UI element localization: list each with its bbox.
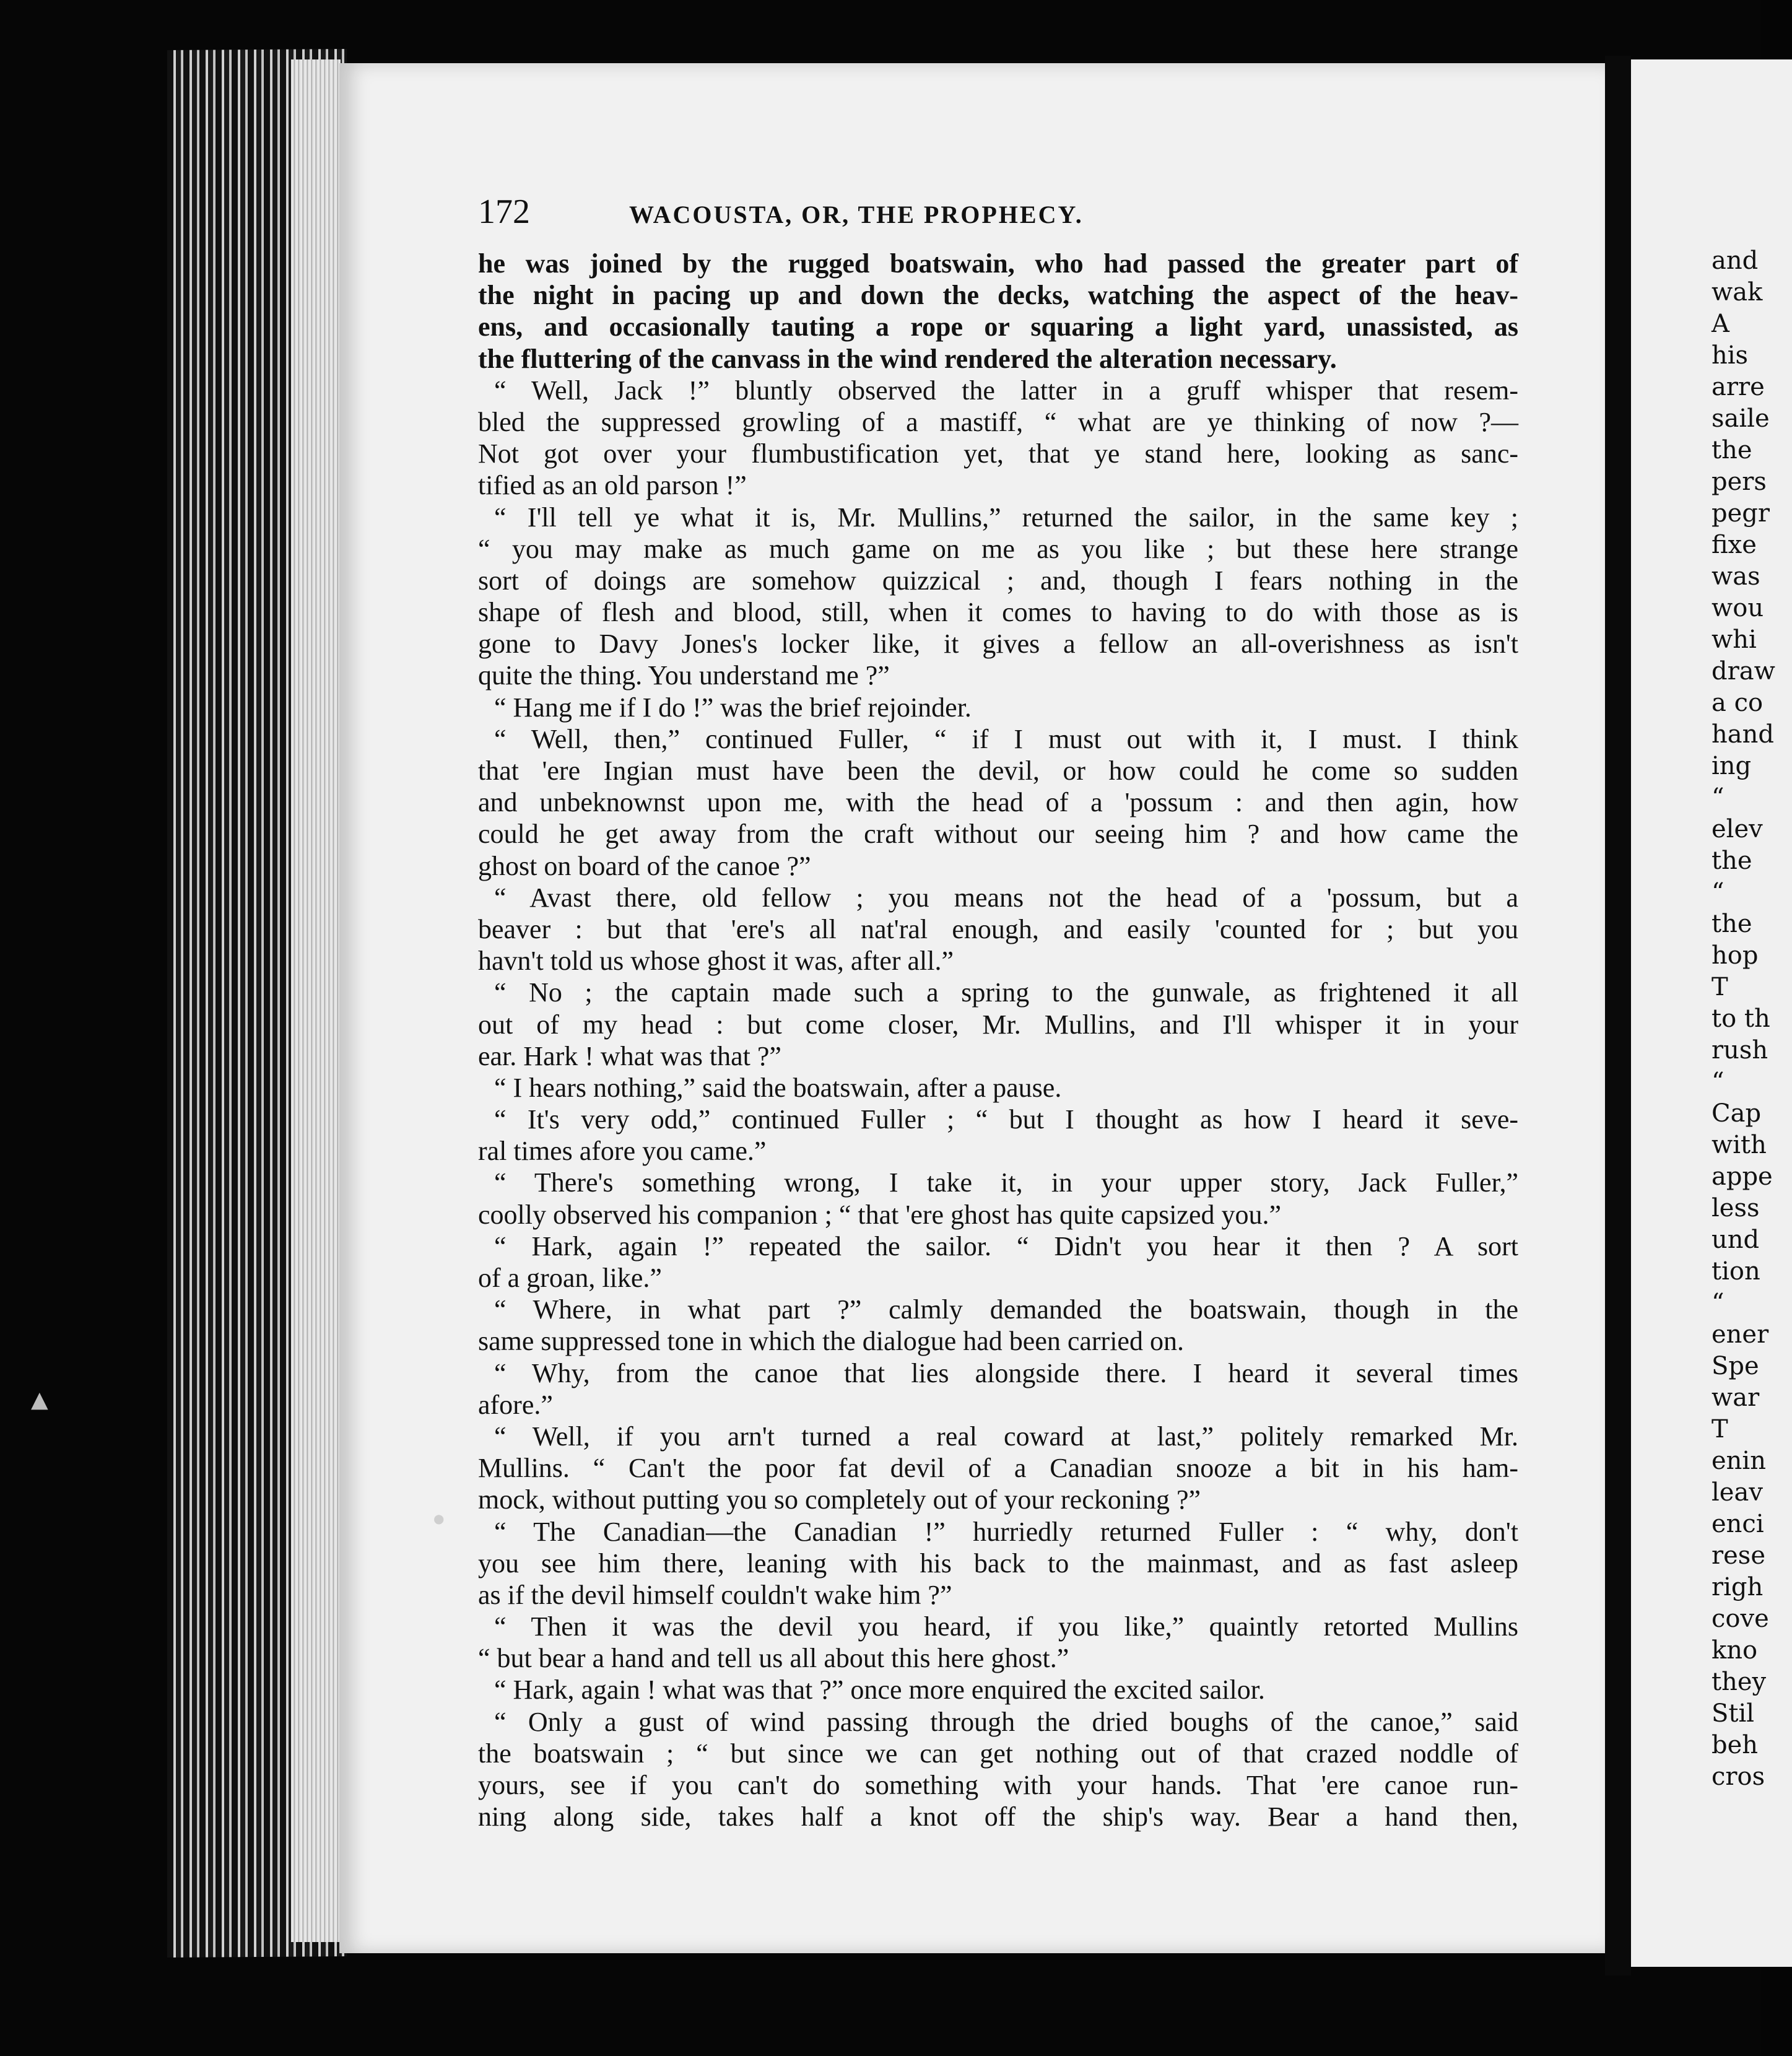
running-title: WACOUSTA, OR, THE PROPHECY. (629, 201, 1084, 229)
right-page-line-fragment: war (1712, 1383, 1760, 1412)
text-line: “ I'll tell ye what it is, Mr. Mullins,” returned the sailor, in the same key ; (494, 502, 1518, 533)
right-page-line-fragment: ener (1712, 1320, 1769, 1349)
right-page-line-fragment: cros (1712, 1762, 1765, 1791)
right-page-line-fragment: “ (1712, 1068, 1725, 1096)
right-page-line-fragment: arre (1712, 373, 1765, 401)
text-line: he was joined by the rugged boatswain, who had passed the greater part of (478, 248, 1518, 279)
right-page-line-fragment: T (1712, 973, 1728, 1001)
right-page-line-fragment: Cap (1712, 1099, 1762, 1128)
right-page-line-fragment: cove (1712, 1605, 1769, 1633)
right-page-line-fragment: wou (1712, 594, 1764, 622)
right-page-line-fragment: fixe (1712, 531, 1757, 559)
text-line: “ There's something wrong, I take it, in your upper story, Jack Fuller,” (494, 1167, 1518, 1198)
text-line: “ The Canadian—the Canadian !” hurriedly returned Fuller : “ why, don't (494, 1516, 1518, 1547)
right-page-line-fragment: und (1712, 1226, 1760, 1254)
text-line: ens, and occasionally tauting a rope or squaring a light yard, unassisted, as (478, 311, 1518, 342)
text-line: havn't told us whose ghost it was, after all.” (478, 946, 954, 977)
text-line: “ Then it was the devil you heard, if you like,” quaintly retorted Mullins (494, 1611, 1518, 1642)
right-page-line-fragment: saile (1712, 404, 1770, 433)
text-line: “ Well, then,” continued Fuller, “ if I must out with it, I must. I think (494, 723, 1518, 754)
right-page-line-fragment: a co (1712, 689, 1764, 717)
right-page-line-fragment: and (1712, 246, 1759, 275)
scan-artifact-icon: ▲ (31, 1387, 48, 1413)
right-page-line-fragment: elev (1712, 815, 1763, 843)
text-line: afore.” (478, 1389, 553, 1420)
text-line: ning along side, takes half a knot off the ship's way. Bear a hand then, (478, 1801, 1518, 1832)
text-line: “ Only a gust of wind passing through the dried boughs of the canoe,” said (494, 1706, 1518, 1737)
text-line: “ Why, from the canoe that lies alongside there. I heard it several times (494, 1357, 1518, 1388)
right-page-line-fragment: “ (1712, 1289, 1725, 1317)
text-line: coolly observed his companion ; “ that 'ere ghost has quite capsized you.” (478, 1199, 1282, 1230)
right-page-line-fragment: the (1712, 847, 1752, 875)
scan-dot-icon: ● (433, 1511, 445, 1526)
text-line: gone to Davy Jones's locker like, it gives a fellow an all-overishness as isn't (478, 629, 1518, 660)
right-page-line-fragment: hop (1712, 941, 1759, 970)
right-page-line-fragment: draw (1712, 657, 1775, 686)
right-page-line-fragment: righ (1712, 1573, 1764, 1601)
right-page-line-fragment: pegr (1712, 499, 1770, 528)
right-page-line-fragment: they (1712, 1668, 1767, 1696)
text-line: “ I hears nothing,” said the boatswain, after a pause. (494, 1072, 1062, 1103)
right-page-line-fragment: tion (1712, 1257, 1760, 1286)
right-page-line-fragment: enci (1712, 1510, 1764, 1538)
right-page-line-fragment: with (1712, 1131, 1767, 1159)
text-line: tified as an old parson !” (478, 470, 747, 501)
text-line: “ It's very odd,” continued Fuller ; “ but I thought as how I heard it seve- (494, 1104, 1518, 1135)
right-page-line-fragment: appe (1712, 1162, 1773, 1191)
right-page-line-fragment: A (1712, 310, 1729, 338)
text-line: the boatswain ; “ but since we can get nothing out of that crazed noddle of (478, 1738, 1518, 1769)
right-page-line-fragment: ing (1712, 752, 1752, 780)
text-line: “ Hang me if I do !” was the brief rejoinder. (494, 692, 972, 723)
right-page-line-fragment: rush (1712, 1036, 1768, 1065)
text-line: bled the suppressed growling of a mastiff, “ what are ye thinking of now ?— (478, 406, 1518, 437)
text-line: as if the devil himself couldn't wake him ?” (478, 1579, 952, 1610)
right-page-line-fragment: hand (1712, 720, 1774, 749)
right-page-fragment (1631, 59, 1792, 1967)
text-line: beaver : but that 'ere's all nat'ral enough, and easily 'counted for ; but you (478, 913, 1518, 944)
right-page-line-fragment: pers (1712, 468, 1767, 496)
text-line: that 'ere Ingian must have been the devil, or how could he come so sudden (478, 756, 1518, 786)
right-page-line-fragment: the (1712, 436, 1752, 464)
text-line: ghost on board of the canoe ?” (478, 850, 811, 881)
text-line: “ Avast there, old fellow ; you means not the head of a 'possum, but a (494, 882, 1518, 913)
text-line: “ but bear a hand and tell us all about this here ghost.” (478, 1643, 1069, 1674)
book-page-edges-inner (291, 59, 341, 1942)
text-line: shape of flesh and blood, still, when it comes to having to do with those as is (478, 597, 1518, 628)
text-line: yours, see if you can't do something with your hands. That 'ere canoe run- (478, 1770, 1518, 1800)
text-line: ear. Hark ! what was that ?” (478, 1040, 781, 1071)
text-line: sort of doings are somehow quizzical ; and, though I fears nothing in the (478, 565, 1518, 596)
text-line: same suppressed tone in which the dialogue had been carried on. (478, 1326, 1184, 1357)
text-line: quite the thing. You understand me ?” (478, 660, 890, 691)
running-head (478, 192, 1531, 232)
right-page-line-fragment: Spe (1712, 1352, 1759, 1380)
text-line: Mullins. “ Can't the poor fat devil of a Canadian snooze a bit in his ham- (478, 1453, 1518, 1484)
right-page-line-fragment: wak (1712, 278, 1763, 307)
right-page-line-fragment: leav (1712, 1478, 1763, 1507)
page-number: 172 (478, 193, 530, 231)
page-body-text (478, 248, 1518, 1832)
text-line: “ No ; the captain made such a spring to the gunwale, as frightened it all (494, 977, 1518, 1008)
right-page-line-fragment: less (1712, 1194, 1760, 1222)
right-page-line-fragment: rese (1712, 1541, 1765, 1570)
right-page-line-fragment: was (1712, 562, 1760, 591)
text-line: of a groan, like.” (478, 1263, 662, 1293)
text-line: mock, without putting you so completely out of your reckoning ?” (478, 1484, 1201, 1515)
right-page-line-fragment: his (1712, 341, 1749, 370)
text-line: you see him there, leaning with his back to the mainmast, and as fast asleep (478, 1548, 1518, 1579)
text-line: “ Hark, again ! what was that ?” once more enquired the excited sailor. (494, 1675, 1265, 1705)
book-gutter (1605, 56, 1631, 1975)
right-page-line-fragment: to th (1712, 1004, 1770, 1033)
text-line: the fluttering of the canvass in the wind rendered the alteration necessary. (478, 343, 1337, 374)
text-line: out of my head : but come closer, Mr. Mullins, and I'll whisper it in your (478, 1009, 1518, 1040)
right-page-line-fragment: “ (1712, 878, 1725, 907)
right-page-line-fragment: the (1712, 910, 1752, 938)
text-line: “ Where, in what part ?” calmly demanded the boatswain, though in the (494, 1294, 1518, 1325)
text-line: Not got over your flumbustification yet, that ye stand here, looking as sanc- (478, 438, 1518, 469)
right-page-line-fragment: enin (1712, 1447, 1766, 1475)
text-line: “ Hark, again !” repeated the sailor. “ Didn't you hear it then ? A sort (494, 1231, 1518, 1261)
text-line: could he get away from the craft without our seeing him ? and how came the (478, 819, 1518, 850)
text-line: “ Well, Jack !” bluntly observed the latter in a gruff whisper that resem- (494, 375, 1518, 406)
right-page-line-fragment: beh (1712, 1731, 1759, 1759)
right-page-line-fragment: kno (1712, 1636, 1758, 1665)
text-line: and unbeknownst upon me, with the head of a 'possum : and then agin, how (478, 787, 1518, 818)
text-line: ral times afore you came.” (478, 1136, 767, 1167)
right-page-line-fragment: Stil (1712, 1699, 1755, 1728)
right-page-line-fragment: whi (1712, 625, 1757, 654)
text-line: “ Well, if you arn't turned a real coward at last,” politely remarked Mr. (494, 1421, 1518, 1452)
right-page-line-fragment: T (1712, 1415, 1728, 1444)
text-line: “ you may make as much game on me as you like ; but these here strange (478, 533, 1518, 564)
right-page-line-fragment: “ (1712, 783, 1725, 812)
text-line: the night in pacing up and down the decks, watching the aspect of the heav- (478, 280, 1518, 311)
